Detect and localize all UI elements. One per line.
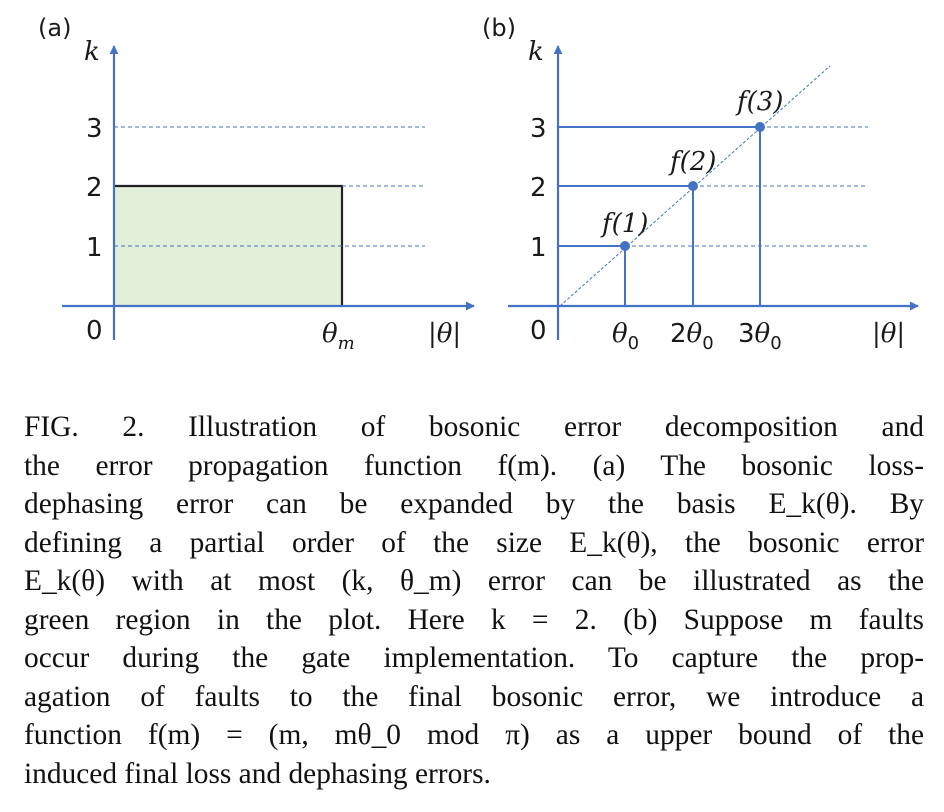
caption-line: dephasing error can be expanded by the basis E_k(θ). By: [24, 488, 924, 520]
x-tick-2theta0: $2\theta_0$: [670, 319, 714, 354]
caption-line: agation of faults to the final bosonic error, we introduce a: [24, 680, 924, 713]
caption-line: FIG. 2. Illustration of bosonic error decomposition and: [24, 411, 924, 443]
point-f2: [688, 181, 698, 191]
point-f3: [755, 122, 765, 132]
panel-b: [482, 14, 918, 354]
caption-line: defining a partial order of the size E_k(θ), the bosonic error: [24, 526, 924, 559]
caption-line: induced final loss and dephasing errors.: [24, 757, 491, 790]
y-tick-2: 2: [530, 173, 547, 203]
origin-label: 0: [530, 316, 547, 346]
x-tick-theta0: $\theta_0$: [612, 319, 640, 354]
point-label-f3: f(3): [737, 87, 784, 117]
y-tick-2: 2: [86, 173, 103, 203]
caption-line: the error propagation function f(m). (a) The bosonic loss-: [24, 449, 924, 482]
panel-a: [38, 14, 474, 354]
point-label-f1: f(1): [602, 209, 649, 239]
x-tick-theta-m: $\theta_m$: [322, 319, 355, 354]
caption-line: occur during the gate implementation. To capture the prop-: [24, 642, 924, 674]
x-axis-label: |θ|: [428, 319, 462, 349]
y-tick-3: 3: [86, 114, 103, 144]
y-tick-1: 1: [530, 233, 547, 263]
y-axis-label: k: [528, 37, 544, 67]
step-lines: [558, 127, 760, 306]
caption-line: green region in the plot. Here k = 2. (b) Suppose m faults: [24, 603, 924, 636]
x-axis-label: |θ|: [872, 319, 906, 349]
panel-b-label: (b): [482, 14, 516, 42]
point-f1: [620, 241, 630, 251]
origin-label: 0: [86, 316, 103, 346]
y-tick-1: 1: [86, 233, 103, 263]
caption-line: E_k(θ) with at most (k, θ_m) error can be illustrated as the: [24, 565, 924, 597]
x-tick-3theta0: $3\theta_0$: [738, 319, 782, 354]
caption-line: function f(m) = (m, mθ_0 mod π) as a upper bound of the: [24, 719, 924, 751]
y-axis-label: k: [84, 37, 100, 67]
figure-caption: [24, 408, 924, 793]
panel-a-label: (a): [38, 14, 72, 42]
y-tick-3: 3: [530, 114, 547, 144]
figure: [0, 0, 944, 390]
point-label-f2: f(2): [670, 147, 717, 177]
